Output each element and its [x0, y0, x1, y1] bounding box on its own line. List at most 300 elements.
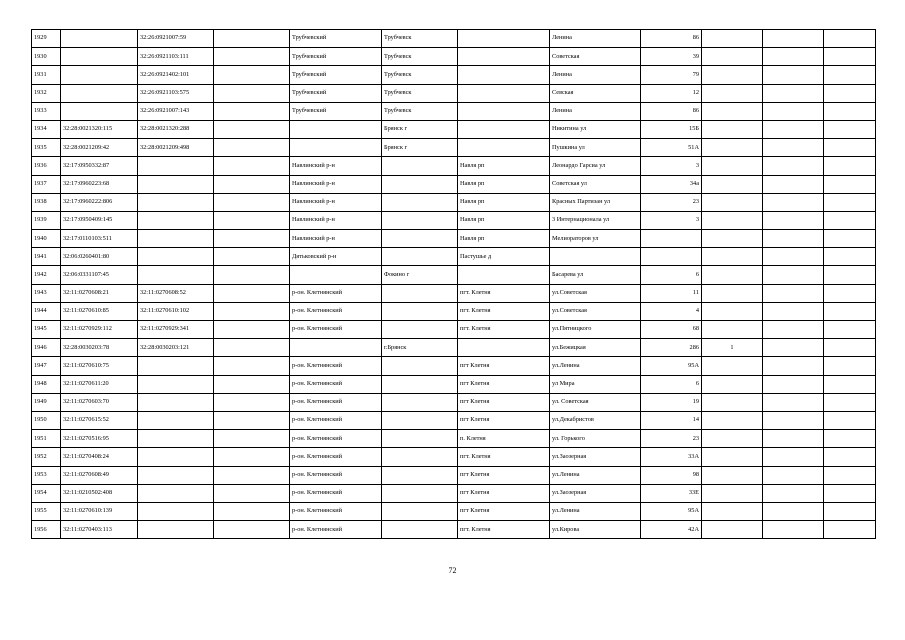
table-row [32, 157, 876, 175]
cell-house-number: 79 [641, 66, 702, 84]
cell-extra-col-2 [763, 302, 824, 320]
cell-district: р-он. Клетнянский [290, 302, 382, 320]
cell-cadastral-number-2 [138, 430, 214, 448]
cell-city [382, 248, 458, 266]
cell-building [702, 139, 763, 157]
cell-district [290, 120, 382, 138]
cell-cadastral-number-1: 32:17:0950409:145 [61, 211, 138, 229]
cell-extra-col-2 [763, 393, 824, 411]
cell-cadastral-number-1: 32:11:0270611:20 [61, 375, 138, 393]
table-row [32, 211, 876, 229]
cell-district: Навлинский р-н [290, 157, 382, 175]
cell-city [382, 430, 458, 448]
cell-cadastral-number-2 [138, 230, 214, 248]
cell-street: ул. Горького [550, 430, 641, 448]
cell-building [702, 502, 763, 520]
cell-city [382, 321, 458, 339]
cell-extra-col-2 [763, 357, 824, 375]
cell-cadastral-number-1: 32:17:0950332:87 [61, 157, 138, 175]
cell-cadastral-number-2 [138, 157, 214, 175]
cell-house-number: 6 [641, 375, 702, 393]
cell-building [702, 411, 763, 429]
cell-cadastral-number-1 [61, 102, 138, 120]
cell-city [382, 284, 458, 302]
cell-cadastral-number-2 [138, 248, 214, 266]
cell-extra-col-2 [763, 321, 824, 339]
cell-cadastral-number-2: 32:26:0921007:59 [138, 30, 214, 48]
cell-settlement [458, 102, 550, 120]
cell-street: Красных Партизан ул [550, 193, 641, 211]
cell-extra-col-3 [824, 84, 876, 102]
table-row [32, 357, 876, 375]
cell-cadastral-number-1 [61, 30, 138, 48]
cell-extra-col-3 [824, 521, 876, 539]
table-row [32, 321, 876, 339]
cell-cadastral-number-2 [138, 502, 214, 520]
cell-city [382, 502, 458, 520]
cell-house-number: 95А [641, 502, 702, 520]
cell-extra-col-3 [824, 266, 876, 284]
cell-extra-col-2 [763, 84, 824, 102]
cell-city: Брянск г [382, 120, 458, 138]
cell-settlement [458, 30, 550, 48]
cell-city [382, 302, 458, 320]
cell-house-number: 286 [641, 339, 702, 357]
cell-cadastral-number-2: 32:26:0921103:575 [138, 84, 214, 102]
cell-cadastral-number-1: 32:11:0210502:408 [61, 484, 138, 502]
cell-city: Брянск г [382, 139, 458, 157]
cell-extra-col-3 [824, 339, 876, 357]
cell-extra-col-2 [763, 211, 824, 229]
cell-building [702, 375, 763, 393]
cell-building [702, 84, 763, 102]
cell-district: р-он. Клетнянский [290, 448, 382, 466]
cell-settlement: п. Клетня [458, 430, 550, 448]
cell-row-number: 1946 [32, 339, 61, 357]
cell-settlement: пгт Клетня [458, 357, 550, 375]
cell-district: р-он. Клетнянский [290, 502, 382, 520]
cell-street: ул.Ленина [550, 357, 641, 375]
cell-building [702, 284, 763, 302]
cell-row-number: 1951 [32, 430, 61, 448]
cell-house-number: 98 [641, 466, 702, 484]
cell-street: ул.Заозерная [550, 484, 641, 502]
cell-building [702, 430, 763, 448]
cell-cadastral-number-1: 32:28:0021209:42 [61, 139, 138, 157]
cell-settlement: Навля рп [458, 193, 550, 211]
cell-district: р-он. Клетнянский [290, 430, 382, 448]
table-row [32, 193, 876, 211]
cell-building [702, 120, 763, 138]
cell-city: Трубчевск [382, 66, 458, 84]
table-row [32, 102, 876, 120]
cell-extra-col [214, 448, 290, 466]
cell-extra-col [214, 266, 290, 284]
cell-house-number: 6 [641, 266, 702, 284]
table-row [32, 248, 876, 266]
cell-building [702, 393, 763, 411]
cell-row-number: 1945 [32, 321, 61, 339]
table-row [32, 84, 876, 102]
cell-district [290, 339, 382, 357]
cell-street: Мелиораторов ул [550, 230, 641, 248]
cell-settlement [458, 66, 550, 84]
cell-district: Трубчевский [290, 84, 382, 102]
cell-city: Фокино г [382, 266, 458, 284]
cell-row-number: 1943 [32, 284, 61, 302]
cell-extra-col [214, 339, 290, 357]
cell-extra-col-2 [763, 284, 824, 302]
cell-settlement: пгт. Клетня [458, 284, 550, 302]
cell-house-number: 15Б [641, 120, 702, 138]
cell-city [382, 521, 458, 539]
cell-cadastral-number-2: 32:26:0921103:111 [138, 48, 214, 66]
cell-extra-col-3 [824, 66, 876, 84]
cell-row-number: 1944 [32, 302, 61, 320]
cell-district: р-он. Клетнянский [290, 284, 382, 302]
cell-city: Трубчевск [382, 30, 458, 48]
cell-row-number: 1938 [32, 193, 61, 211]
cell-cadastral-number-1: 32:28:0030203:78 [61, 339, 138, 357]
cell-extra-col-3 [824, 411, 876, 429]
cell-settlement: пгт. Клетня [458, 321, 550, 339]
cell-cadastral-number-1: 32:11:0270516:95 [61, 430, 138, 448]
cell-district: Навлинский р-н [290, 230, 382, 248]
cell-extra-col [214, 430, 290, 448]
cell-extra-col-2 [763, 430, 824, 448]
cell-cadastral-number-1: 32:11:0270610:139 [61, 502, 138, 520]
page-number: 72 [448, 566, 457, 575]
cell-street: Леонардо Гарсиа ул [550, 157, 641, 175]
cell-street: ул.Советская [550, 302, 641, 320]
cell-building [702, 230, 763, 248]
cell-extra-col [214, 84, 290, 102]
cell-cadastral-number-2 [138, 411, 214, 429]
cell-extra-col [214, 120, 290, 138]
cell-extra-col-2 [763, 248, 824, 266]
cell-cadastral-number-2 [138, 448, 214, 466]
cell-extra-col-2 [763, 120, 824, 138]
register-table [31, 29, 876, 539]
cell-street: ул.Декабристов [550, 411, 641, 429]
cell-extra-col-3 [824, 321, 876, 339]
cell-extra-col [214, 193, 290, 211]
cell-house-number: 95А [641, 357, 702, 375]
cell-house-number: 39 [641, 48, 702, 66]
cell-street: 3 Интернационала ул [550, 211, 641, 229]
cell-street: ул.Бежицкая [550, 339, 641, 357]
cell-settlement [458, 339, 550, 357]
cell-row-number: 1931 [32, 66, 61, 84]
cell-street: ул.Пятницкого [550, 321, 641, 339]
cell-extra-col [214, 321, 290, 339]
cell-cadastral-number-1 [61, 48, 138, 66]
table-row [32, 339, 876, 357]
cell-cadastral-number-2: 32:28:0021320:288 [138, 120, 214, 138]
cell-extra-col [214, 357, 290, 375]
cell-settlement: пгт Клетня [458, 502, 550, 520]
cell-extra-col-2 [763, 448, 824, 466]
cell-street: ул.Ленина [550, 502, 641, 520]
cell-city [382, 193, 458, 211]
cell-row-number: 1939 [32, 211, 61, 229]
cell-settlement [458, 120, 550, 138]
cell-cadastral-number-2 [138, 175, 214, 193]
cell-row-number: 1954 [32, 484, 61, 502]
cell-city [382, 466, 458, 484]
cell-cadastral-number-2: 32:11:0270610:102 [138, 302, 214, 320]
cell-house-number [641, 248, 702, 266]
cell-cadastral-number-2 [138, 375, 214, 393]
cell-extra-col [214, 30, 290, 48]
cell-cadastral-number-1: 32:11:0270929:112 [61, 321, 138, 339]
cell-extra-col-2 [763, 266, 824, 284]
cell-house-number: 23 [641, 430, 702, 448]
cell-cadastral-number-2 [138, 357, 214, 375]
cell-extra-col-3 [824, 484, 876, 502]
cell-settlement: пгт Клетня [458, 393, 550, 411]
cell-house-number: 14 [641, 411, 702, 429]
cell-cadastral-number-1: 32:17:0110103:511 [61, 230, 138, 248]
table-row [32, 448, 876, 466]
cell-settlement: пгт Клетня [458, 484, 550, 502]
cell-building [702, 266, 763, 284]
cell-settlement [458, 139, 550, 157]
cell-settlement: Навля рп [458, 230, 550, 248]
cell-extra-col-2 [763, 339, 824, 357]
cell-city [382, 375, 458, 393]
cell-district: Навлинский р-н [290, 211, 382, 229]
cell-city [382, 357, 458, 375]
cell-city [382, 175, 458, 193]
cell-district: р-он. Клетнянский [290, 393, 382, 411]
cell-extra-col [214, 102, 290, 120]
cell-building [702, 30, 763, 48]
cell-extra-col-3 [824, 120, 876, 138]
cell-extra-col [214, 521, 290, 539]
cell-street: ул.Ленина [550, 466, 641, 484]
cell-settlement: Навля рп [458, 157, 550, 175]
cell-street: Ленина [550, 30, 641, 48]
cell-district: р-он. Клетнянский [290, 321, 382, 339]
cell-cadastral-number-1: 32:11:0270615:52 [61, 411, 138, 429]
cell-extra-col-3 [824, 466, 876, 484]
table-row [32, 48, 876, 66]
cell-row-number: 1936 [32, 157, 61, 175]
cell-row-number: 1937 [32, 175, 61, 193]
cell-extra-col [214, 302, 290, 320]
cell-house-number [641, 230, 702, 248]
cell-settlement: Навля рп [458, 211, 550, 229]
cell-extra-col [214, 48, 290, 66]
cell-house-number: 11 [641, 284, 702, 302]
cell-cadastral-number-2 [138, 466, 214, 484]
cell-settlement [458, 84, 550, 102]
cell-extra-col [214, 230, 290, 248]
cell-house-number: 86 [641, 102, 702, 120]
cell-house-number: 19 [641, 393, 702, 411]
cell-city [382, 211, 458, 229]
cell-street: Басарева ул [550, 266, 641, 284]
cell-district: Трубчевский [290, 66, 382, 84]
cell-extra-col-2 [763, 502, 824, 520]
cell-extra-col-3 [824, 302, 876, 320]
cell-settlement: Навля рп [458, 175, 550, 193]
cell-row-number: 1956 [32, 521, 61, 539]
cell-extra-col-2 [763, 66, 824, 84]
table-row [32, 502, 876, 520]
cell-cadastral-number-1: 32:17:0960222:806 [61, 193, 138, 211]
cell-street: Пушкина ул [550, 139, 641, 157]
cell-city [382, 393, 458, 411]
table-body [32, 30, 876, 539]
cell-cadastral-number-1: 32:06:0331107:45 [61, 266, 138, 284]
cell-city [382, 484, 458, 502]
cell-extra-col [214, 157, 290, 175]
cell-building [702, 357, 763, 375]
table-row [32, 284, 876, 302]
table-row [32, 393, 876, 411]
cell-extra-col-2 [763, 30, 824, 48]
cell-cadastral-number-1: 32:11:0270608:49 [61, 466, 138, 484]
cell-row-number: 1950 [32, 411, 61, 429]
table-row [32, 175, 876, 193]
cell-building [702, 302, 763, 320]
cell-extra-col-2 [763, 139, 824, 157]
cell-building [702, 211, 763, 229]
cell-district: р-он. Клетнянский [290, 357, 382, 375]
cell-row-number: 1952 [32, 448, 61, 466]
cell-street: Севская [550, 84, 641, 102]
table-row [32, 411, 876, 429]
cell-street: ул Мира [550, 375, 641, 393]
cell-house-number: 42А [641, 521, 702, 539]
cell-settlement: пгт. Клетня [458, 521, 550, 539]
cell-building [702, 157, 763, 175]
table-row [32, 521, 876, 539]
cell-district [290, 139, 382, 157]
cell-building [702, 102, 763, 120]
cell-cadastral-number-2: 32:11:0270608:52 [138, 284, 214, 302]
cell-district: Трубчевский [290, 48, 382, 66]
cell-extra-col-3 [824, 357, 876, 375]
cell-house-number: 3 [641, 211, 702, 229]
cell-house-number: 4 [641, 302, 702, 320]
cell-settlement: пгт Клетня [458, 411, 550, 429]
table-row [32, 484, 876, 502]
cell-cadastral-number-2 [138, 393, 214, 411]
cell-row-number: 1948 [32, 375, 61, 393]
cell-cadastral-number-2 [138, 211, 214, 229]
cell-house-number: 68 [641, 321, 702, 339]
cell-extra-col-3 [824, 502, 876, 520]
table-row [32, 375, 876, 393]
cell-extra-col-3 [824, 102, 876, 120]
cell-cadastral-number-1: 32:06:0260401:80 [61, 248, 138, 266]
table-row [32, 430, 876, 448]
cell-house-number: 3 [641, 157, 702, 175]
cell-row-number: 1934 [32, 120, 61, 138]
table-row [32, 230, 876, 248]
cell-city: Трубчевск [382, 48, 458, 66]
cell-building [702, 66, 763, 84]
cell-cadastral-number-2: 32:26:0921402:101 [138, 66, 214, 84]
cell-city: г.Брянск [382, 339, 458, 357]
cell-cadastral-number-2 [138, 484, 214, 502]
cell-street: ул. Советская [550, 393, 641, 411]
table-row [32, 266, 876, 284]
cell-row-number: 1955 [32, 502, 61, 520]
cell-city [382, 230, 458, 248]
cell-city: Трубчевск [382, 102, 458, 120]
cell-city: Трубчевск [382, 84, 458, 102]
cell-cadastral-number-2: 32:28:0030203:121 [138, 339, 214, 357]
cell-row-number: 1953 [32, 466, 61, 484]
table-row [32, 66, 876, 84]
cell-settlement: пгт. Клетня [458, 448, 550, 466]
cell-house-number: 86 [641, 30, 702, 48]
cell-district: р-он. Клетнянский [290, 375, 382, 393]
cell-building [702, 175, 763, 193]
cell-row-number: 1933 [32, 102, 61, 120]
cell-house-number: 33Е [641, 484, 702, 502]
cell-building [702, 321, 763, 339]
cell-cadastral-number-1: 32:11:0270608:21 [61, 284, 138, 302]
cell-cadastral-number-2: 32:26:0921007:143 [138, 102, 214, 120]
cell-house-number: 33А [641, 448, 702, 466]
cell-extra-col-2 [763, 466, 824, 484]
cell-cadastral-number-2: 32:11:0270929:341 [138, 321, 214, 339]
cell-cadastral-number-2 [138, 193, 214, 211]
cell-extra-col [214, 66, 290, 84]
table-row [32, 139, 876, 157]
cell-district: р-он. Клетнянский [290, 484, 382, 502]
cell-extra-col-3 [824, 48, 876, 66]
table-row [32, 120, 876, 138]
table-row [32, 466, 876, 484]
cell-district: Навлинский р-н [290, 193, 382, 211]
cell-extra-col-3 [824, 157, 876, 175]
cell-street: Советская [550, 48, 641, 66]
cell-cadastral-number-2 [138, 521, 214, 539]
cell-extra-col-3 [824, 139, 876, 157]
cell-district: р-он. Клетнянский [290, 411, 382, 429]
cell-district: р-он. Клетнянский [290, 466, 382, 484]
cell-building [702, 466, 763, 484]
cell-street: ул.Заозерная [550, 448, 641, 466]
cell-extra-col-3 [824, 30, 876, 48]
cell-extra-col [214, 466, 290, 484]
cell-row-number: 1942 [32, 266, 61, 284]
cell-row-number: 1935 [32, 139, 61, 157]
cell-extra-col-2 [763, 175, 824, 193]
cell-cadastral-number-1: 32:11:0270403:113 [61, 521, 138, 539]
cell-district: Навлинский р-н [290, 175, 382, 193]
cell-extra-col [214, 248, 290, 266]
cell-house-number: 34а [641, 175, 702, 193]
table-row [32, 302, 876, 320]
cell-row-number: 1930 [32, 48, 61, 66]
cell-extra-col [214, 411, 290, 429]
cell-row-number: 1932 [32, 84, 61, 102]
cell-extra-col-2 [763, 193, 824, 211]
cell-building [702, 484, 763, 502]
cell-cadastral-number-1: 32:11:0270610:85 [61, 302, 138, 320]
cell-extra-col-3 [824, 375, 876, 393]
cell-extra-col-2 [763, 521, 824, 539]
cell-extra-col-3 [824, 448, 876, 466]
cell-building [702, 448, 763, 466]
